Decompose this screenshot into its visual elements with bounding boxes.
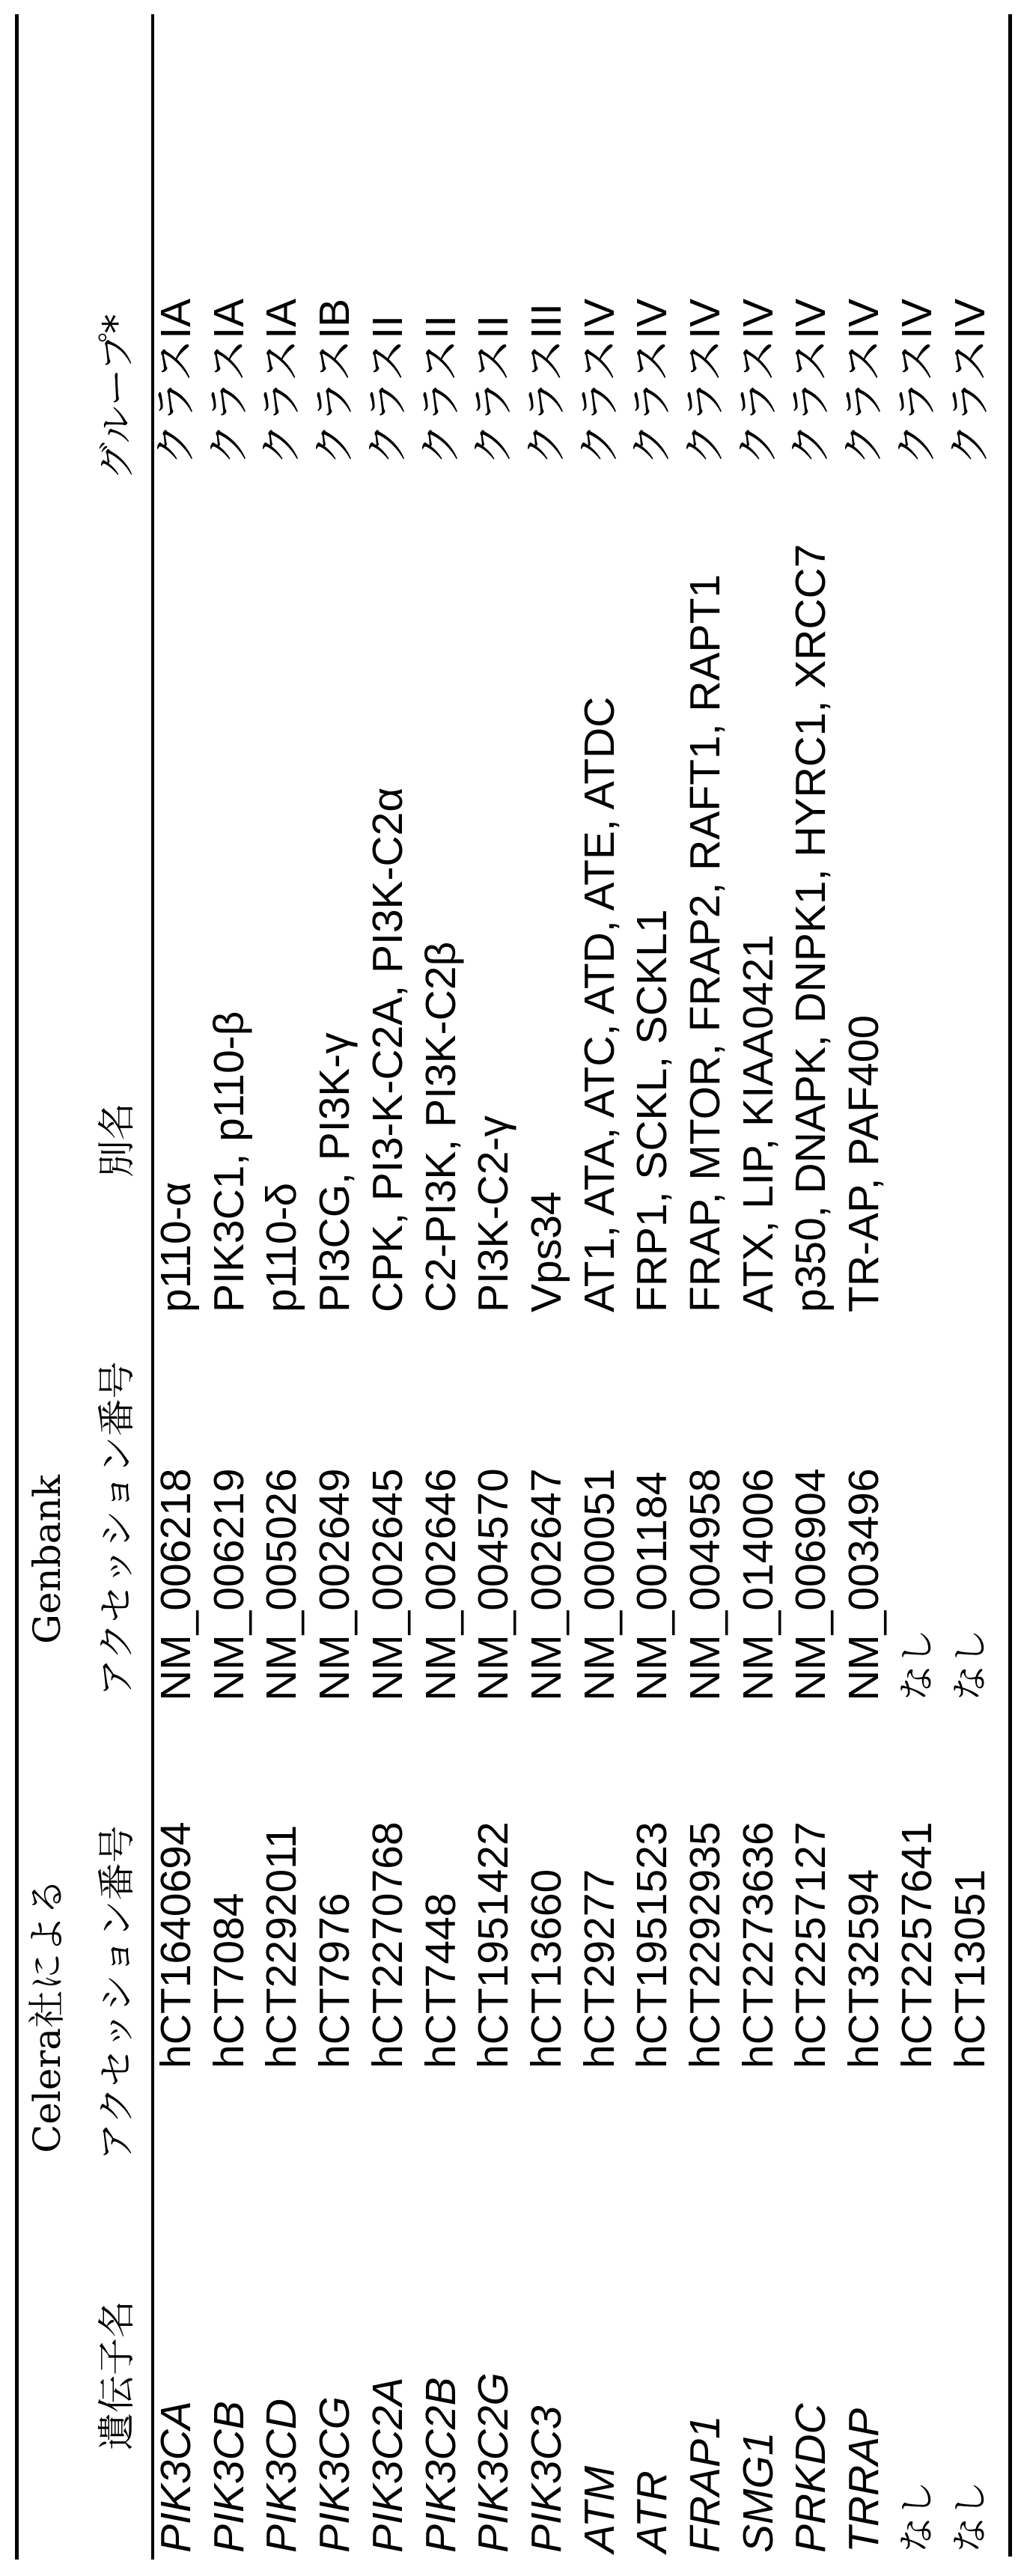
table-top-rule — [15, 14, 19, 2560]
cell-celera-accession: hCT7448 — [416, 1893, 465, 2068]
cell-genbank-accession: NM_002647 — [522, 1468, 570, 1701]
cell-celera-accession: hCT13660 — [522, 1869, 570, 2068]
header-alias: 別名 — [95, 1103, 138, 1178]
cell-genbank-accession: なし — [895, 1628, 938, 1701]
cell-celera-accession: hCT7976 — [311, 1893, 359, 2068]
cell-group: クラスIV — [734, 298, 782, 466]
cell-gene-name: なし — [948, 2480, 991, 2553]
cell-alias: FRP1, SCKL, SCKL1 — [628, 909, 677, 1312]
cell-group: クラスIV — [945, 298, 994, 466]
cell-genbank-accession: NM_005026 — [257, 1468, 306, 1701]
cell-gene-name: PIK3CG — [311, 2396, 359, 2553]
cell-gene-name: PIK3C2A — [363, 2377, 412, 2553]
cell-group: クラスII — [416, 315, 465, 466]
cell-gene-name: FRAP1 — [681, 2415, 729, 2553]
cell-group: クラスIA — [152, 298, 200, 466]
cell-alias: ATX, LIP, KIAA0421 — [734, 934, 782, 1312]
cell-gene-name: ATM — [575, 2465, 624, 2553]
cell-group: クラスIB — [311, 298, 359, 466]
cell-group: クラスIA — [257, 298, 306, 466]
cell-group: クラスIV — [787, 298, 835, 466]
cell-genbank-accession: NM_006219 — [204, 1468, 253, 1701]
cell-celera-accession: hCT2273636 — [734, 1821, 782, 2068]
cell-group: クラスIA — [204, 298, 253, 466]
cell-genbank-accession: NM_006218 — [152, 1468, 200, 1701]
cell-alias: PI3CG, PI3K-γ — [311, 1032, 359, 1312]
cell-celera-accession: hCT13051 — [945, 1869, 994, 2068]
cell-alias: p110-α — [152, 1181, 200, 1312]
cell-genbank-accession: NM_003496 — [840, 1468, 889, 1701]
cell-group: クラスIV — [892, 298, 941, 466]
cell-celera-accession: hCT7084 — [204, 1893, 253, 2068]
cell-alias: CPK, PI3-K-C2A, PI3K-C2α — [363, 787, 412, 1312]
cell-celera-accession: hCT2270768 — [363, 1821, 412, 2068]
cell-gene-name: PIK3C3 — [522, 2405, 570, 2553]
cell-genbank-accession: NM_002645 — [363, 1468, 412, 1701]
cell-gene-name: PRKDC — [787, 2403, 835, 2553]
cell-group: クラスII — [363, 315, 412, 466]
cell-gene-name: PIK3C2B — [416, 2377, 465, 2553]
header-celera: Celera社による — [25, 1878, 69, 2153]
cell-celera-accession: hCT29277 — [575, 1869, 624, 2068]
cell-group: クラスII — [469, 315, 518, 466]
cell-group: クラスIII — [522, 303, 570, 466]
header-celera-accession: アクセッション番号 — [95, 1825, 138, 2161]
header-genbank-accession: アクセッション番号 — [95, 1361, 138, 1696]
cell-alias: TR-AP, PAF400 — [840, 1014, 889, 1312]
cell-alias: C2-PI3K, PI3K-C2β — [416, 941, 465, 1312]
cell-group: クラスIV — [575, 298, 624, 466]
cell-celera-accession: hCT2292011 — [257, 1824, 306, 2068]
cell-gene-name: なし — [895, 2480, 938, 2553]
cell-gene-name: PIK3CD — [257, 2399, 306, 2553]
cell-genbank-accession: NM_002646 — [416, 1468, 465, 1701]
cell-celera-accession: hCT32594 — [840, 1869, 889, 2068]
header-genbank: Genbank — [25, 1474, 69, 1644]
cell-alias: AT1, ATA, ATC, ATD, ATE, ATDC — [575, 696, 624, 1312]
cell-celera-accession: hCT2257641 — [892, 1821, 941, 2068]
cell-celera-accession: hCT1951422 — [469, 1821, 518, 2068]
cell-genbank-accession: NM_014006 — [734, 1468, 782, 1701]
cell-celera-accession: hCT2257127 — [787, 1821, 835, 2068]
cell-group: クラスIV — [628, 298, 677, 466]
cell-celera-accession: hCT2292935 — [681, 1821, 729, 2068]
cell-genbank-accession: NM_002649 — [311, 1468, 359, 1701]
cell-alias: FRAP, MTOR, FRAP2, RAFT1, RAPT1 — [681, 573, 729, 1312]
cell-group: クラスIV — [840, 298, 889, 466]
cell-genbank-accession: NM_000051 — [575, 1468, 624, 1701]
cell-group: クラスIV — [681, 298, 729, 466]
cell-genbank-accession: NM_006904 — [787, 1468, 835, 1701]
cell-gene-name: PIK3CA — [152, 2401, 200, 2553]
cell-celera-accession: hCT1951523 — [628, 1821, 677, 2068]
cell-gene-name: PIK3C2G — [469, 2372, 518, 2553]
cell-gene-name: SMG1 — [734, 2432, 782, 2553]
cell-alias: PI3K-C2-γ — [469, 1115, 518, 1312]
cell-gene-name: PIK3CB — [204, 2401, 253, 2553]
cell-alias: p350, DNAPK, DNPK1, HYRC1, XRCC7 — [787, 543, 835, 1312]
table-bottom-rule — [1008, 14, 1012, 2557]
cell-alias: p110-δ — [257, 1182, 306, 1312]
header-gene-name: 遺伝子名 — [95, 2301, 138, 2450]
cell-alias: Vps34 — [522, 1191, 570, 1312]
header-group: グループ* — [95, 314, 138, 480]
cell-genbank-accession: NM_004958 — [681, 1468, 729, 1701]
cell-gene-name: TRRAP — [840, 2408, 889, 2553]
cell-genbank-accession: なし — [948, 1628, 991, 1701]
cell-gene-name: ATR — [628, 2470, 677, 2553]
cell-genbank-accession: NM_001184 — [628, 1471, 677, 1701]
cell-celera-accession: hCT1640694 — [152, 1821, 200, 2068]
cell-alias: PIK3C1, p110-β — [204, 1011, 253, 1312]
cell-genbank-accession: NM_004570 — [469, 1468, 518, 1701]
